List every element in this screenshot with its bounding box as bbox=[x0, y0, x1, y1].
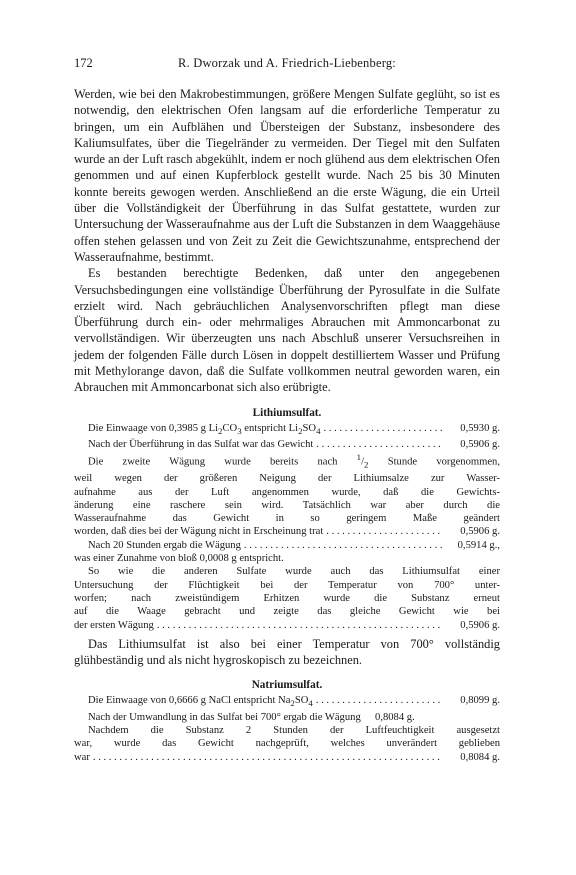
lithium-note2-line: auf die Waage gebracht und zeigte das gleiche Gewicht wie bei bbox=[74, 606, 500, 618]
natrium-note-line: war bbox=[74, 751, 90, 763]
running-head: R. Dworzak und A. Friedrich-Liebenberg: bbox=[178, 56, 396, 70]
lithium-note2-result-row bbox=[74, 619, 500, 632]
body-paragraph-2: Es bestanden berechtigte Bedenken, daß unter den angegebenen Versuchsbedingungen eine vollständige Überführung der Pyrosulfate in die Sulfate erzielt wird. Nach gebräuchlichen Analysenvorschriften pflegt man diese Überführung durch ein- oder mehrmaliges Abrauchen mit Ammoncarbonat zu vervollständigen. Wir überzeugten uns nach Abschluß unserer Versuchsreihen in jedem der folgenden Fälle durch Lösen in doppelt destilliertem Wasser und Prüfung mit Methylorange davon, daß die Sulfate vollkommen neutral geworden waren, ein Abrauchen mit Ammoncarbonat sich also erübrigte. bbox=[74, 266, 500, 395]
document-page bbox=[74, 56, 500, 764]
lithium-note1-line: worden, daß dies bei der Wägung nicht in Erscheinung trat bbox=[74, 526, 324, 538]
page-header bbox=[74, 56, 500, 72]
section-title-lithium: Lithiumsulfat. bbox=[252, 406, 322, 419]
lithium-nach20-row bbox=[74, 539, 500, 552]
lithium-note1-line: änderung eine raschere sein wird. Tatsächlich war aber durch die bbox=[74, 499, 500, 511]
lithium-conclusion: Das Lithiumsulfat ist also bei einer Temperatur von 700° vollständig glühbeständig und als nicht hygroskopisch zu bezeichnen. bbox=[74, 636, 500, 668]
lithium-einwaage-value: 0,5930 g. bbox=[460, 422, 500, 434]
natrium-note-line: Nachdem die Substanz 2 Stunden der Luftfeuchtigkeit ausgesetzt bbox=[88, 725, 500, 737]
natrium-section bbox=[74, 694, 500, 764]
leader-dots bbox=[244, 539, 443, 552]
leader-dots bbox=[316, 438, 443, 451]
natrium-einwaage-row bbox=[74, 694, 500, 710]
leader-dots bbox=[157, 619, 443, 632]
lithium-ueberfuehrung-row bbox=[74, 438, 500, 451]
lithium-einwaage-text: Die Einwaage von 0,3985 g $Li_2CO_3$ entspricht $Li_2SO_4$ bbox=[88, 422, 321, 436]
leader-dots bbox=[324, 422, 444, 435]
natrium-umwandlung-row bbox=[74, 711, 500, 724]
leader-dots bbox=[316, 694, 443, 707]
leader-dots bbox=[326, 525, 443, 538]
natrium-umwandlung-value: 0,8084 g. bbox=[375, 711, 415, 723]
lithium-note1-line: Die zweite Wägung wurde bereits nach $^1/_2$ Stunde vorgenommen, bbox=[88, 452, 500, 470]
section-title-natrium: Natriumsulfat. bbox=[251, 679, 323, 692]
lithium-note2-line: Untersuchung der Flüchtigkeit bei der Temperatur von 700° unter- bbox=[74, 579, 500, 591]
natrium-einwaage-value: 0,8099 g. bbox=[460, 695, 500, 707]
natrium-note-result-row bbox=[74, 751, 500, 764]
lithium-note2-line: So wie die anderen Sulfate wurde auch das Lithiumsulfat einer bbox=[88, 566, 500, 578]
lithium-note1-line: aufnahme aus der Luft angenommen wurde, daß die Gewichts- bbox=[74, 486, 500, 498]
lithium-note2-line: der ersten Wägung bbox=[74, 619, 154, 631]
body-paragraph-1: Werden, wie bei den Makrobestimmungen, größere Mengen Sulfate geglüht, so ist es notwendig, den elektrischen Ofen langsam auf die erforderliche Temperatur zu bringen, um ein Aufblähen und Übersteigen der Substanz, insbesondere des Kaliumsulfates, über die Tiegelränder zu vermeiden. Der Tiegel mit den Sulfaten wurde an der Luft rasch abgekühlt, indem er noch glühend aus dem elektrischen Ofen genommen und auf einen Kupferblock gestellt wurde. Nach 25 bis 30 Minuten konnte bereits gewogen werden. Anschließend an die erste Wägung, die ein Urteil über die Vollständigkeit der Überführung in das Sulfat gestattete, wurden zur Untersuchung der Wasseraufnahme aus der Luft die Substanzen in dem Waaggehäuse offen stehen gelassen und von Zeit zu Zeit die Gewichtszunahme, entsprechend der Wasseraufnahme, bestimmt. bbox=[74, 87, 500, 264]
lithium-nach20-text: Nach 20 Stunden ergab die Wägung bbox=[88, 539, 241, 551]
natrium-note-line: war, wurde das Gewicht nachgeprüft, welches unverändert geblieben bbox=[74, 738, 500, 750]
lithium-ueberfuehrung-value: 0,5906 g. bbox=[460, 439, 500, 451]
lithium-note1-result-row bbox=[74, 525, 500, 538]
lithium-zunahme-line: was einer Zunahme von bloß 0,0008 g entspricht. bbox=[74, 553, 284, 565]
lithium-einwaage-row bbox=[74, 422, 500, 438]
natrium-einwaage-text: Die Einwaage von 0,6666 g NaCl entspricht $Na_2SO_4$ bbox=[88, 695, 313, 709]
lithium-note2-value: 0,5906 g. bbox=[460, 619, 500, 631]
lithium-ueberfuehrung-text: Nach der Überführung in das Sulfat war das Gewicht bbox=[88, 439, 314, 451]
lithium-section bbox=[74, 422, 500, 632]
leader-dots bbox=[93, 751, 443, 764]
lithium-note2-line: worfen; nach zweistündigem Erhitzen wurde die Substanz erneut bbox=[74, 592, 500, 604]
natrium-note-value: 0,8084 g. bbox=[460, 751, 500, 763]
lithium-note1-value: 0,5906 g. bbox=[460, 526, 500, 538]
lithium-note1-line: Wasseraufnahme das Gewicht in so geringem Maße geändert bbox=[74, 513, 500, 525]
lithium-nach20-value: 0,5914 g., bbox=[457, 539, 500, 551]
natrium-umwandlung-text: Nach der Umwandlung in das Sulfat bei 700° ergab die Wägung bbox=[88, 711, 361, 723]
page-number: 172 bbox=[74, 56, 93, 70]
lithium-note1-line: weil wegen der größeren Neigung der Lithiumsalze zur Wasser- bbox=[74, 473, 500, 485]
